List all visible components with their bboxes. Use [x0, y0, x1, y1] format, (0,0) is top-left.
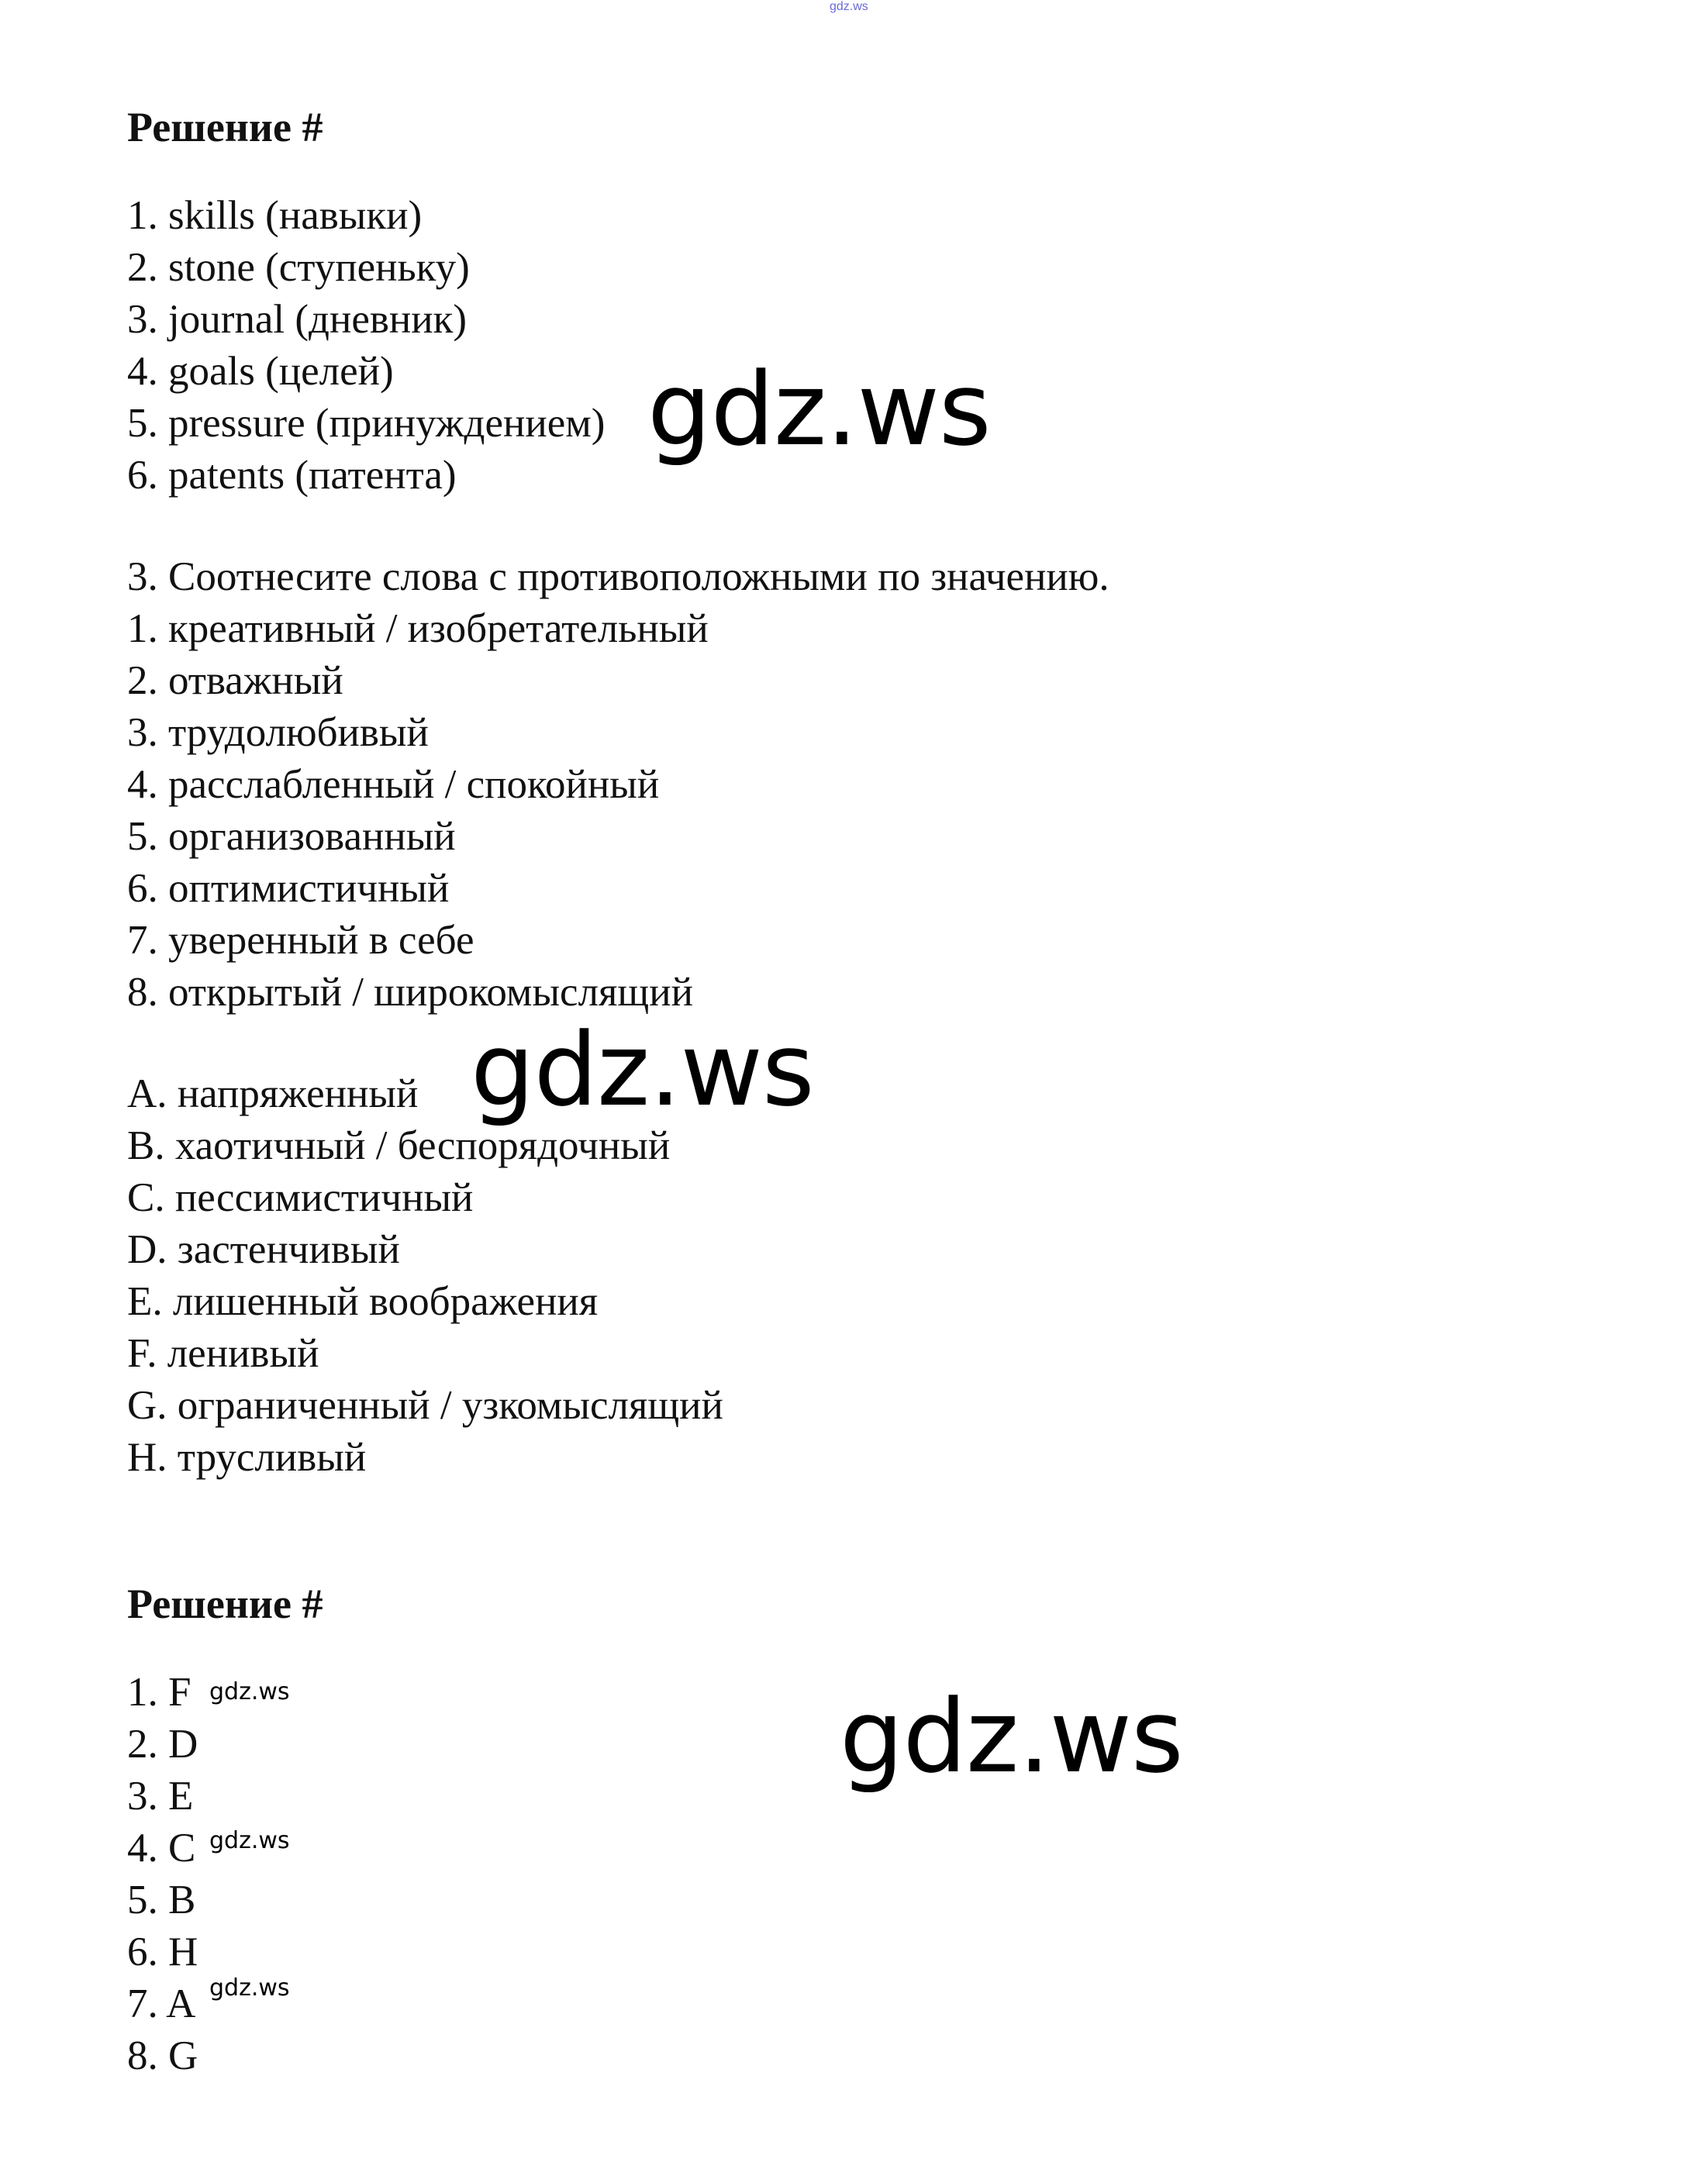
list-item: 3. трудолюбивый: [127, 710, 429, 755]
list-item: 2. D: [127, 1722, 198, 1767]
task-title: 3. Соотнесите слова с противоположными по значению.: [127, 554, 1109, 599]
list-item: 4. goals (целей): [127, 349, 394, 394]
watermark-large: gdz.ws: [647, 350, 991, 468]
list-item: 6. patents (патента): [127, 453, 457, 498]
list-item: G. ограниченный / узкомыслящий: [127, 1383, 723, 1428]
list-item: 4. C: [127, 1826, 196, 1871]
list-item: 2. stone (ступеньку): [127, 245, 470, 290]
watermark-small: gdz.ws: [209, 1678, 290, 1705]
list-item: 7. A: [127, 1981, 196, 2026]
answers-list-1: [127, 190, 605, 502]
solution-heading-1: Решение #: [127, 104, 323, 150]
watermark-large: gdz.ws: [471, 1011, 814, 1129]
list-item: A. напряженный: [127, 1071, 419, 1116]
list-item: 4. расслабленный / спокойный: [127, 762, 660, 807]
words-list-right: [127, 1068, 723, 1484]
list-item: 3. journal (дневник): [127, 297, 468, 342]
list-item: B. хаотичный / беспорядочный: [127, 1123, 671, 1168]
solution-heading-2: Решение #: [127, 1581, 323, 1627]
list-item: 3. E: [127, 1774, 194, 1819]
list-item: 7. уверенный в себе: [127, 918, 474, 963]
list-item: E. лишенный воображения: [127, 1279, 599, 1324]
list-item: 8. открытый / широкомыслящий: [127, 970, 693, 1015]
watermark-large: gdz.ws: [840, 1678, 1183, 1795]
list-item: 1. креативный / изобретательный: [127, 606, 709, 651]
list-item: H. трусливый: [127, 1435, 367, 1480]
list-item: 1. skills (навыки): [127, 193, 423, 238]
list-item: 5. B: [127, 1878, 196, 1922]
list-item: 5. организованный: [127, 814, 456, 859]
list-item: C. пессимистичный: [127, 1175, 474, 1220]
watermark-small: gdz.ws: [209, 1974, 290, 2002]
list-item: 6. H: [127, 1929, 198, 1974]
list-item: 1. F: [127, 1670, 192, 1715]
words-list-left: [127, 603, 709, 1019]
list-item: 5. pressure (принуждением): [127, 401, 606, 446]
list-item: D. застенчивый: [127, 1227, 400, 1272]
list-item: 2. отважный: [127, 658, 343, 703]
answers-list-2: [127, 1667, 198, 2082]
list-item: F. ленивый: [127, 1331, 319, 1376]
list-item: 6. оптимистичный: [127, 866, 450, 911]
list-item: 8. G: [127, 2033, 198, 2078]
top-watermark: gdz.ws: [830, 0, 868, 13]
watermark-small: gdz.ws: [209, 1827, 290, 1854]
